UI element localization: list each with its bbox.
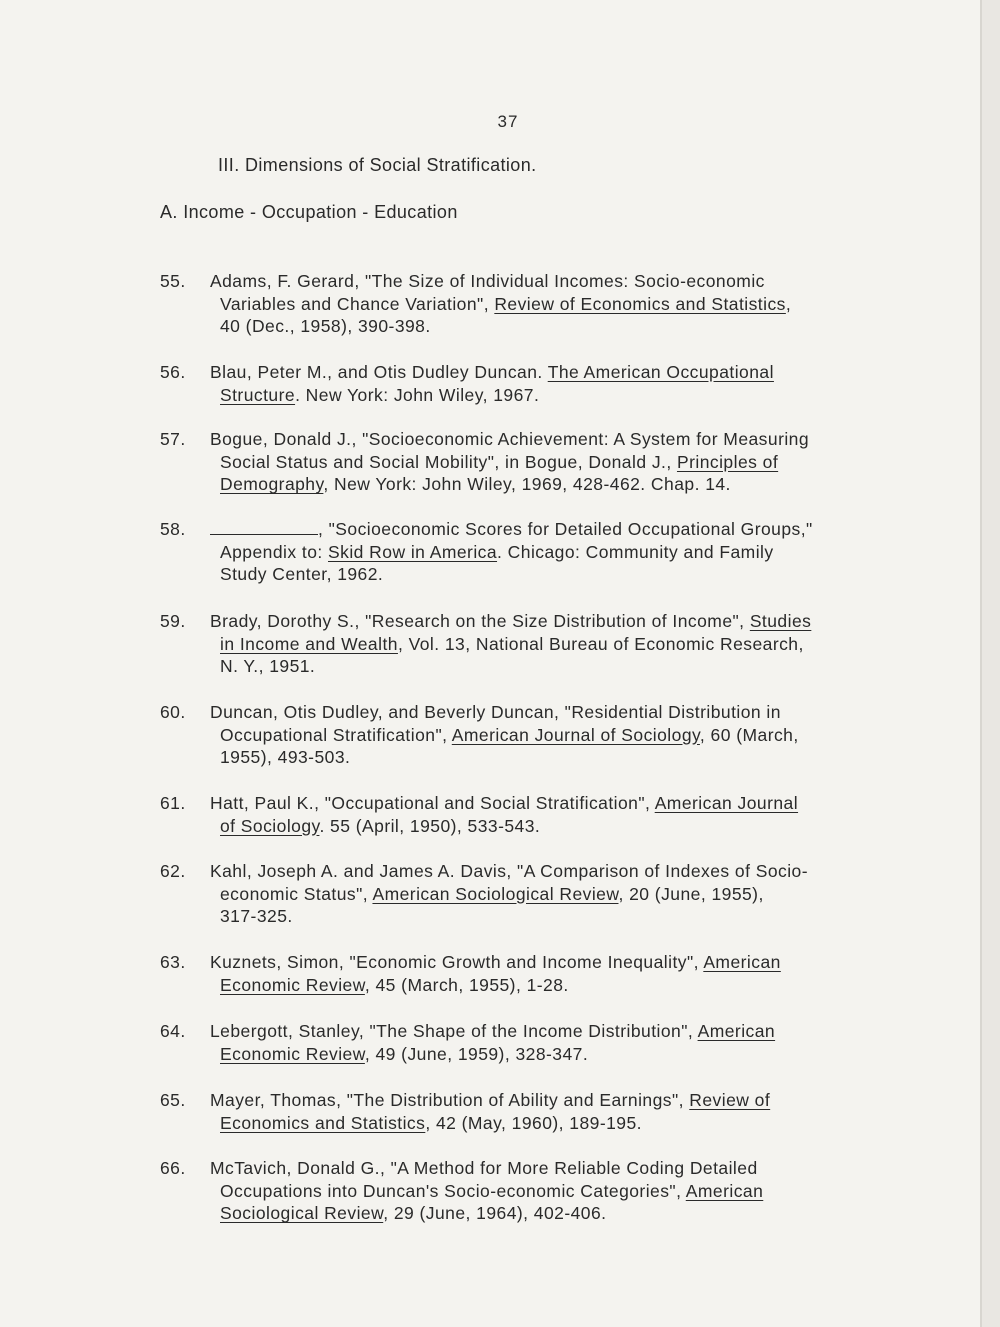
entry-line [210, 518, 930, 541]
journal-title: Economic Review [220, 1043, 365, 1064]
entry-text-part: . New York: John Wiley, 1967. [295, 384, 540, 405]
journal-title: Economic Review [220, 974, 365, 995]
entry-line: 317-325. [220, 906, 293, 927]
entry-number: 62. [160, 861, 186, 881]
entry-line [220, 1202, 930, 1225]
entry-line: 40 (Dec., 1958), 390-398. [220, 316, 431, 337]
entry-line: McTavich, Donald G., "A Method for More Reliable Coding Detailed [210, 1158, 758, 1178]
entry-line [210, 1089, 930, 1112]
entry-line [210, 1020, 930, 1043]
entry-text-part: , 20 (June, 1955), [618, 883, 764, 904]
book-title: Demography [220, 474, 324, 495]
entry-text [210, 428, 930, 496]
subsection-title: A. Income - Occupation - Education [160, 202, 458, 222]
journal-title: Review of Economics and Statistics [494, 293, 786, 314]
book-title: Skid Row in America [328, 541, 498, 562]
entry-text [210, 1157, 930, 1225]
entry-text-part: Variables and Chance Variation", [220, 293, 495, 314]
book-title: in Income and Wealth [220, 633, 398, 654]
entry-text [210, 792, 930, 837]
entry-number: 63. [160, 952, 186, 972]
journal-title: American Journal of Sociology [451, 724, 700, 745]
entry-text-part: economic Status", [220, 883, 373, 904]
journal-title: Review of [689, 1090, 771, 1110]
entry-text-part: , 29 (June, 1964), 402-406. [383, 1203, 607, 1224]
entry-line [220, 473, 930, 496]
reference-entry-61 [160, 792, 930, 837]
entry-number: 59. [160, 611, 186, 631]
entry-text [210, 701, 930, 769]
entry-text-part: , "Socioeconomic Scores for Detailed Occupational Groups," [318, 519, 813, 539]
entry-text-part: Blau, Peter M., and Otis Dudley Duncan. [210, 362, 548, 382]
entry-text [210, 1089, 930, 1134]
book-title: The American Occupational [547, 362, 774, 382]
entry-line: 1955), 493-503. [220, 747, 351, 768]
entry-number: 65. [160, 1090, 186, 1110]
entry-line: Adams, F. Gerard, "The Size of Individual Incomes: Socio-economic [210, 271, 765, 291]
entry-line: Bogue, Donald J., "Socioeconomic Achievement: A System for Measuring [210, 429, 810, 449]
entry-text-part: Hatt, Paul K., "Occupational and Social Stratification", [210, 793, 655, 813]
entry-line [210, 361, 930, 384]
entry-line [220, 815, 930, 838]
journal-title: American Sociological Review [372, 883, 619, 904]
entry-line [210, 792, 930, 815]
journal-title: Sociological Review [220, 1203, 384, 1224]
entry-number: 66. [160, 1158, 186, 1178]
entry-text-part: , 42 (May, 1960), 189-195. [425, 1112, 642, 1133]
entry-line: Kahl, Joseph A. and James A. Davis, "A Comparison of Indexes of Socio- [210, 861, 809, 881]
entry-text-part: Appendix to: [220, 541, 329, 562]
book-title: Principles of [676, 451, 779, 472]
entry-line [220, 883, 930, 906]
journal-title: American [685, 1180, 764, 1201]
entry-text-part: , Vol. 13, National Bureau of Economic Research, [397, 633, 804, 654]
entry-number: 55. [160, 271, 186, 291]
entry-number: 56. [160, 362, 186, 382]
entry-line [220, 974, 930, 997]
entry-text [220, 518, 930, 586]
entry-line: Study Center, 1962. [220, 564, 384, 585]
entry-text-part: Occupations into Duncan's Socio-economic Categories", [220, 1180, 686, 1201]
entry-text-part: , 45 (March, 1955), 1-28. [364, 974, 569, 995]
page-number: 37 [497, 112, 519, 131]
entry-text-part: Brady, Dorothy S., "Research on the Size Distribution of Income", [210, 611, 750, 631]
entry-line [220, 724, 930, 747]
entry-line [220, 451, 930, 474]
entry-number: 61. [160, 793, 186, 813]
reference-entry-60 [160, 701, 930, 769]
entry-text [210, 270, 930, 338]
book-title: Studies [749, 611, 812, 631]
entry-text [210, 1020, 930, 1065]
entry-text-part: , 60 (March, [699, 724, 799, 745]
entry-line [220, 633, 930, 656]
entry-number: 60. [160, 702, 186, 722]
entry-text [210, 860, 930, 928]
entry-line [220, 1180, 930, 1203]
entry-line [220, 384, 930, 407]
reference-entry-65 [160, 1089, 930, 1134]
journal-title: Economics and Statistics [220, 1112, 426, 1133]
reference-entry-58 [160, 518, 930, 586]
entry-line: N. Y., 1951. [220, 656, 316, 677]
entry-line [220, 293, 930, 316]
entry-line [220, 1043, 930, 1066]
reference-entry-62 [160, 860, 930, 928]
entry-text-part: Lebergott, Stanley, "The Shape of the Income Distribution", [210, 1021, 698, 1041]
entry-line [210, 951, 930, 974]
entry-text-part: Social Status and Social Mobility", in Bogue, Donald J., [220, 451, 677, 472]
section-title: III. Dimensions of Social Stratification. [218, 155, 537, 175]
reference-entry-55 [160, 270, 930, 338]
reference-entry-59 [160, 610, 930, 678]
reference-entry-63 [160, 951, 930, 996]
entry-text [210, 361, 930, 406]
entry-text [210, 951, 930, 996]
entry-text-part: Mayer, Thomas, "The Distribution of Ability and Earnings", [210, 1090, 690, 1110]
entry-number: 57. [160, 429, 186, 449]
entry-text-part: Occupational Stratification", [220, 724, 452, 745]
reference-entry-66 [160, 1157, 930, 1225]
book-title: Structure [220, 384, 296, 405]
reference-entry-56 [160, 361, 930, 406]
entry-text [210, 610, 930, 678]
journal-title: American [703, 952, 781, 972]
entry-text-part: , [785, 293, 792, 314]
entry-number: 64. [160, 1021, 186, 1041]
entry-text-part: Kuznets, Simon, "Economic Growth and Income Inequality", [210, 952, 704, 972]
entry-line [220, 541, 930, 564]
reference-entry-57 [160, 428, 930, 496]
ditto-author-blank [210, 520, 318, 535]
entry-line [220, 1112, 930, 1135]
reference-entry-64 [160, 1020, 930, 1065]
entry-text-part: . 55 (April, 1950), 533-543. [319, 815, 541, 836]
entry-line [210, 610, 930, 633]
journal-title: of Sociology [220, 815, 320, 836]
entry-text-part: , New York: John Wiley, 1969, 428-462. Chap. 14. [323, 474, 731, 495]
journal-title: American Journal [654, 793, 799, 813]
entry-text-part: , 49 (June, 1959), 328-347. [364, 1043, 589, 1064]
entry-text-part: . Chicago: Community and Family [497, 541, 774, 562]
entry-number: 58. [160, 519, 186, 539]
journal-title: American [697, 1021, 776, 1041]
entry-line: Duncan, Otis Dudley, and Beverly Duncan, "Residential Distribution in [210, 702, 781, 722]
